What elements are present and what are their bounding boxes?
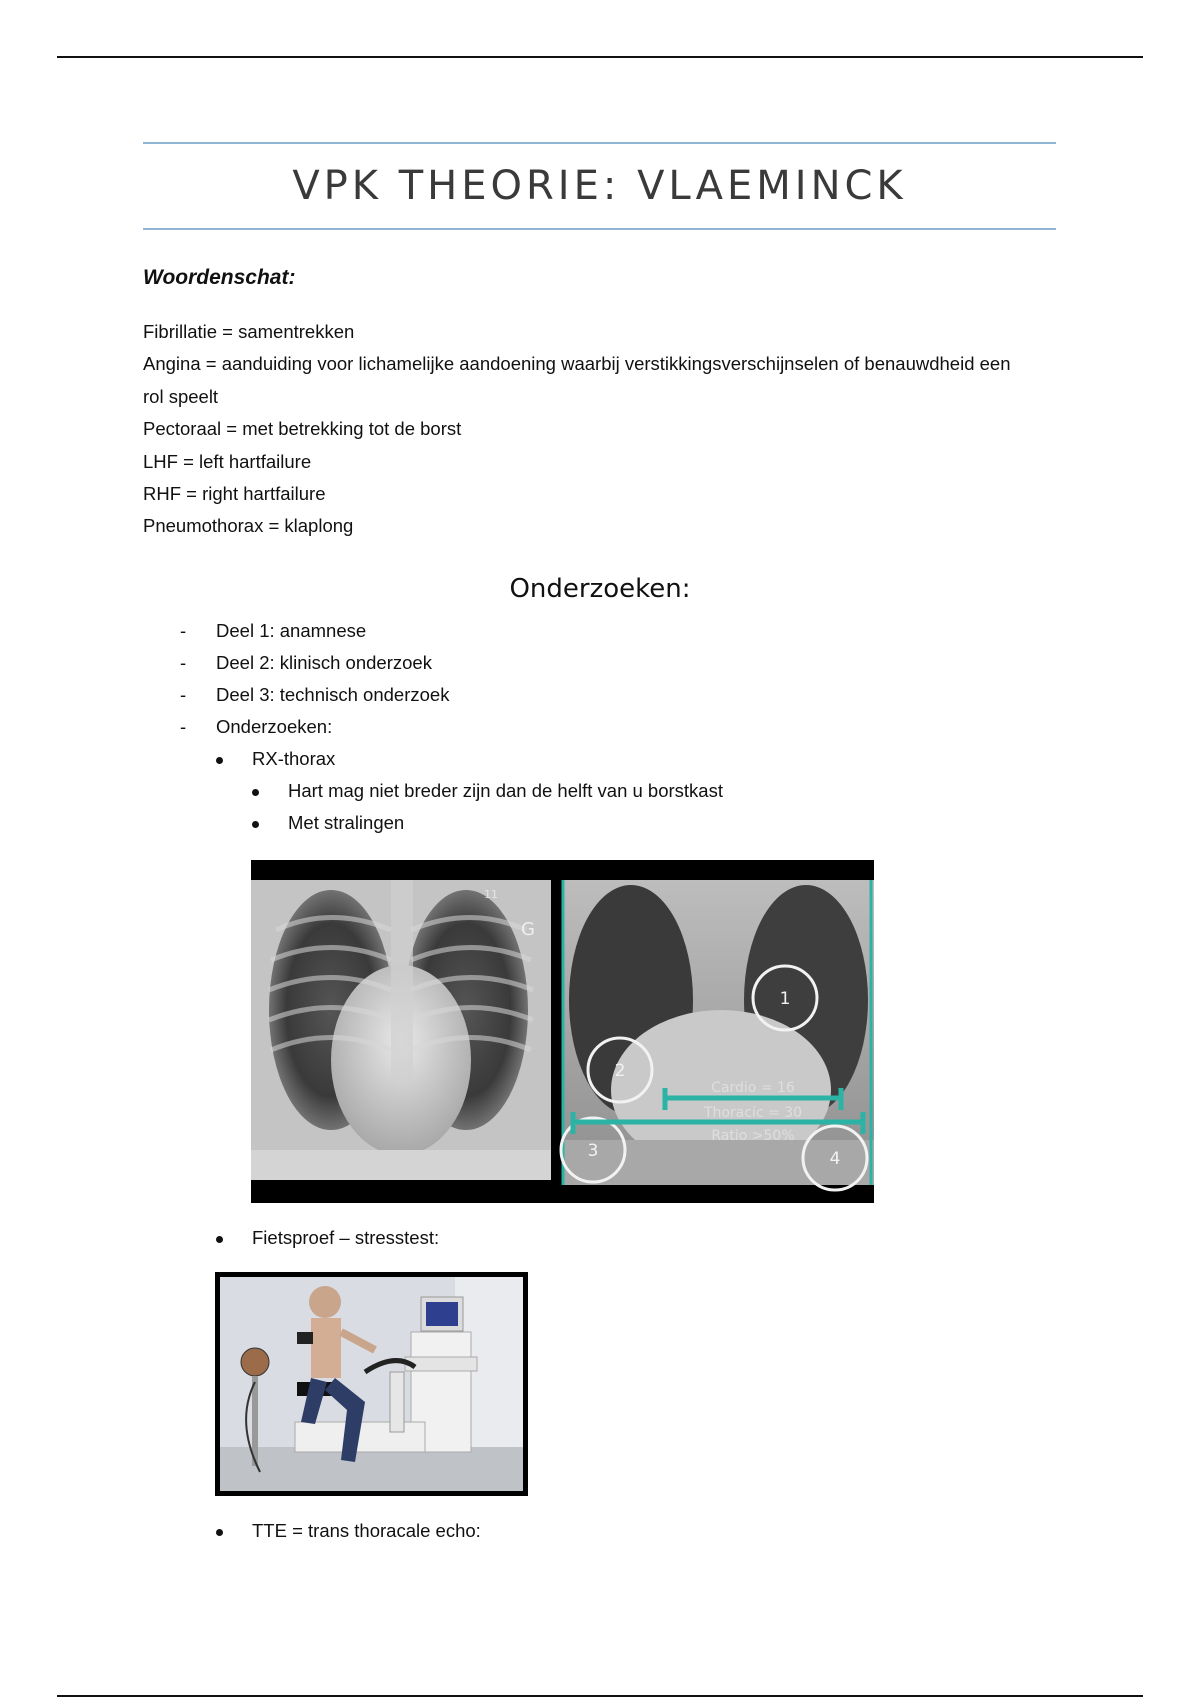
dash-marker: - [180,684,187,705]
xray-corner-marker: G [521,919,535,940]
vocab-line: rol speelt [143,385,219,407]
list-item: RX-thorax [252,748,336,769]
vocab-line: Fibrillatie = samentrekken [143,321,355,342]
vocab-line: Pectoraal = met betrekking tot de borst [143,418,462,440]
bullet-icon [252,821,259,828]
title-box [143,142,1056,230]
page-title: VPK THEORIE: VLAEMINCK [292,163,907,209]
xray-measure-label: Thoracic = 30 [703,1105,803,1121]
chest-xray-image [251,860,874,1203]
dash-marker: - [180,716,187,737]
list-item: Hart mag niet breder zijn dan de helft van u borstkast [288,780,723,801]
list-item: Onderzoeken: [216,716,333,737]
list-item: TTE = trans thoracale echo: [252,1520,481,1541]
bullet-icon [252,789,259,796]
header-rule [57,56,1143,58]
vocab-line: RHF = right hartfailure [143,483,326,505]
xray-corner-number: 11 [484,888,498,901]
list-item: Met stralingen [288,812,405,833]
list-item: Deel 3: technisch onderzoek [216,684,450,705]
stress-test-photo [215,1272,528,1496]
xray-circle-label: 2 [614,1061,626,1081]
xray-circle-label: 4 [829,1149,841,1169]
section-heading: Onderzoeken: [509,574,691,604]
vocab-line: LHF = left hartfailure [143,450,312,472]
bullet-icon [216,1529,223,1536]
list-item: Deel 2: klinisch onderzoek [216,652,432,673]
vocab-line: Angina = aanduiding voor lichamelijke aandoening waarbij verstikkingsverschijnselen of benauwdheid een [143,353,1011,375]
list-item: Deel 1: anamnese [216,620,367,641]
xray-circle-label: 1 [779,989,791,1009]
bullet-icon [216,1236,223,1243]
vocab-line: Pneumothorax = klaplong [143,515,354,537]
bullet-icon [216,757,223,764]
dash-marker: - [180,620,187,641]
xray-measure-label: Ratio >50% [711,1128,795,1144]
vocab-list [143,316,1063,543]
xray-measure-label: Cardio = 16 [711,1080,795,1096]
list-item: Fietsproef – stresstest: [252,1227,440,1248]
footer-rule [57,1695,1143,1697]
dash-marker: - [180,652,187,673]
vocab-heading: Woordenschat: [143,266,296,289]
xray-circle-label: 3 [587,1141,599,1161]
